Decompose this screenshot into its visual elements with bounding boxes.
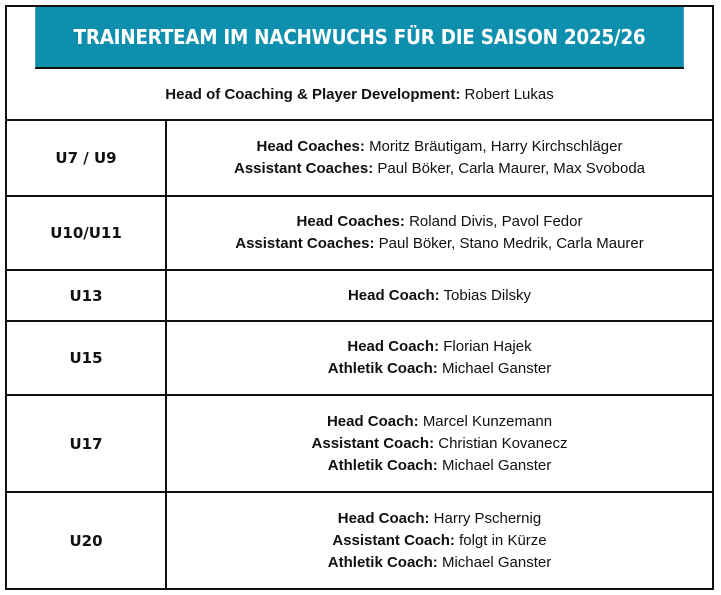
coach-names: folgt in Kürze (459, 531, 547, 549)
coach-line (328, 552, 551, 574)
coach-names: Harry Pschernig (433, 509, 542, 527)
coach-names: Florian Hajek (443, 338, 532, 355)
head-of-coaching-row (7, 69, 712, 121)
coach-line (297, 211, 583, 233)
coach-line (338, 508, 541, 530)
coach-role: Head Coach: (337, 509, 430, 527)
coach-role: Head Coach: (347, 338, 440, 355)
coach-names: Paul Böker, Carla Maurer, Max Svoboda (377, 160, 646, 177)
coaches-cell (167, 396, 712, 491)
coach-names: Marcel Kunzemann (422, 412, 553, 430)
team-row-u17 (7, 396, 712, 493)
coaches-cell (167, 493, 712, 588)
coach-role: Assistant Coach: (311, 434, 435, 452)
coach-line (312, 433, 568, 455)
coaches-cell (167, 197, 712, 269)
coach-names: Tobias Dilsky (443, 286, 532, 304)
coach-role: Assistant Coaches: (235, 235, 375, 252)
coach-names: Michael Ganster (441, 360, 552, 377)
coach-role: Head Coach: (347, 286, 440, 304)
team-row-u10-u11 (7, 197, 712, 271)
team-row-u15 (7, 322, 712, 396)
coach-line (235, 233, 644, 255)
coach-role: Assistant Coach: (332, 531, 455, 549)
coach-line (327, 411, 552, 433)
coaches-cell (167, 121, 712, 195)
team-label: U13 (7, 271, 167, 320)
coach-names: Moritz Bräutigam, Harry Kirchschläger (369, 138, 623, 155)
coach-line (347, 336, 531, 358)
coach-names: Roland Divis, Pavol Fedor (409, 213, 583, 230)
team-row-u13 (7, 271, 712, 322)
coach-line (257, 136, 623, 158)
team-label: U20 (7, 493, 167, 588)
coaches-cell (167, 271, 712, 320)
coach-names: Michael Ganster (441, 553, 552, 571)
coach-role: Athletik Coach: (327, 553, 438, 571)
head-of-coaching-name: Robert Lukas (464, 85, 554, 103)
coach-names: Paul Böker, Stano Medrik, Carla Maurer (378, 235, 644, 252)
coach-role: Athletik Coach: (327, 360, 438, 377)
coach-names: Christian Kovanecz (438, 434, 568, 452)
coaching-staff-table (5, 5, 714, 590)
coach-role: Athletik Coach: (327, 456, 438, 474)
coach-role: Head Coach: (326, 412, 419, 430)
team-row-u7-u9 (7, 121, 712, 197)
team-row-u20 (7, 493, 712, 588)
coach-line (328, 358, 551, 380)
coach-line (348, 285, 531, 307)
team-label: U7 / U9 (7, 121, 167, 195)
coaches-cell (167, 322, 712, 394)
coach-role: Assistant Coaches: (233, 160, 374, 177)
head-of-coaching-role: Head of Coaching & Player Development: (165, 85, 461, 103)
team-label: U17 (7, 396, 167, 491)
table-title: TRAINERTEAM IM NACHWUCHS FÜR DIE SAISON 2025/26 (35, 7, 684, 69)
coach-line (328, 455, 551, 477)
coach-role: Head Coaches: (296, 213, 405, 230)
coach-line (332, 530, 546, 552)
coach-line (234, 158, 645, 180)
team-label: U15 (7, 322, 167, 394)
coach-names: Michael Ganster (441, 456, 552, 474)
coach-role: Head Coaches: (256, 138, 365, 155)
team-label: U10/U11 (7, 197, 167, 269)
